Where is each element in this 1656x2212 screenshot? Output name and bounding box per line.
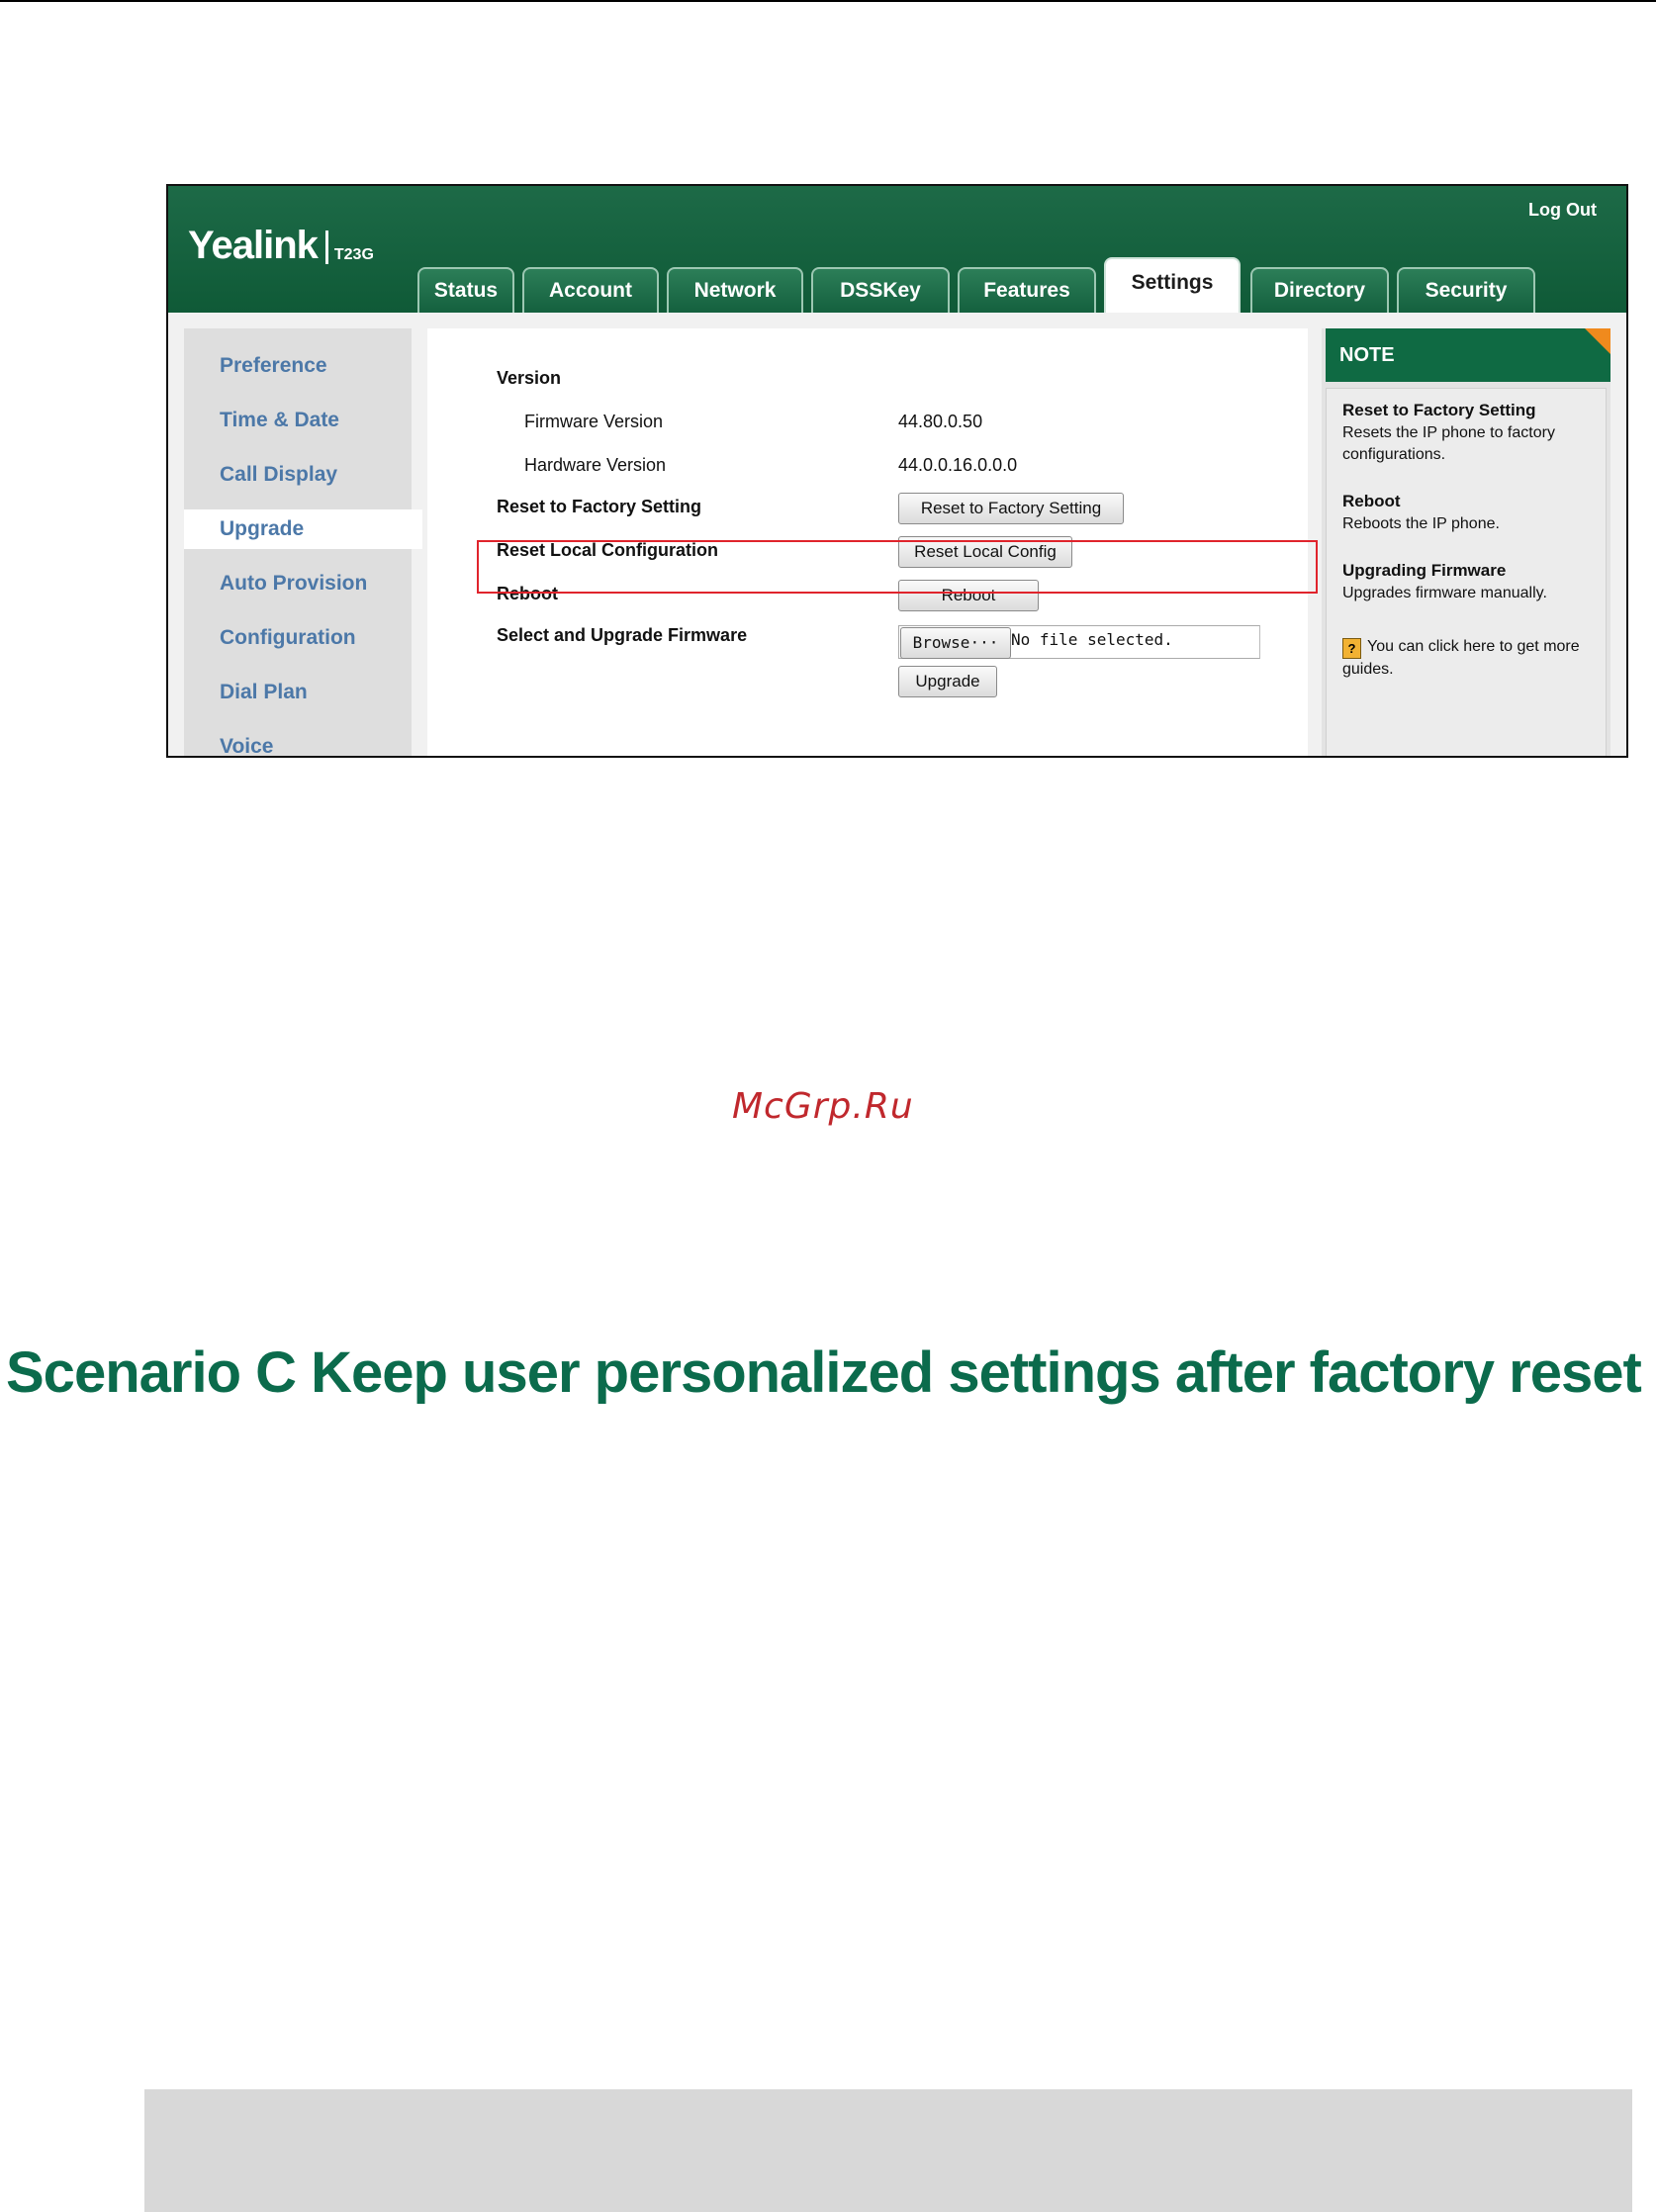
gray-box (144, 2089, 1632, 2212)
sidebar-item-upgrade[interactable]: Upgrade (184, 509, 422, 549)
sidebar-item-time-date[interactable]: Time & Date (220, 409, 339, 431)
hardware-version-label: Hardware Version (524, 455, 667, 475)
hardware-version-value: 44.0.0.16.0.0.0 (898, 455, 1018, 475)
sidebar-item-dial-plan[interactable]: Dial Plan (220, 681, 308, 703)
tab-dsskey[interactable]: DSSKey (811, 267, 950, 313)
tab-account[interactable]: Account (522, 267, 659, 313)
web-ui-screenshot (166, 184, 1628, 758)
tab-status[interactable]: Status (417, 267, 514, 313)
yealink-logo (188, 224, 374, 268)
note-corner-accent (1585, 328, 1610, 354)
section-heading: Scenario C Keep user personalized settings after factory reset (6, 1340, 1641, 1405)
select-upgrade-firmware-label: Select and Upgrade Firmware (497, 625, 748, 645)
guide-link[interactable] (1342, 636, 1602, 681)
note-heading-reset-factory: Reset to Factory Setting (1342, 401, 1536, 419)
tab-features[interactable]: Features (958, 267, 1096, 313)
logo-separator (325, 230, 328, 264)
firmware-version-label: Firmware Version (524, 412, 664, 431)
sidebar-item-preference[interactable]: Preference (220, 354, 327, 377)
highlight-box-reset-local-config (477, 540, 1318, 594)
logout-link[interactable]: Log Out (1528, 200, 1597, 220)
sidebar-item-voice[interactable]: Voice (220, 735, 274, 758)
file-status-text: No file selected. (1011, 630, 1173, 649)
sidebar-item-call-display[interactable]: Call Display (220, 463, 338, 486)
note-title: NOTE (1326, 328, 1610, 382)
note-text-upgrading-firmware: Upgrades firmware manually. (1342, 585, 1547, 601)
guide-help-icon[interactable]: ? (1342, 638, 1361, 659)
note-heading-upgrading-firmware: Upgrading Firmware (1342, 561, 1507, 580)
reset-local-config-button[interactable]: Reset Local Config (898, 536, 1072, 568)
guide-link-text[interactable]: You can click here to get more guides. (1342, 638, 1580, 678)
brand-name: Yealink (188, 224, 318, 267)
note-text-reboot: Reboots the IP phone. (1342, 515, 1500, 532)
header-bar (168, 186, 1626, 313)
reset-factory-label: Reset to Factory Setting (497, 497, 702, 516)
tab-settings[interactable]: Settings (1104, 257, 1241, 313)
content-area (168, 313, 1626, 758)
top-rule (0, 0, 1656, 2)
reboot-button[interactable]: Reboot (898, 580, 1039, 611)
watermark: McGrp.Ru (732, 1086, 914, 1127)
tab-directory[interactable]: Directory (1250, 267, 1389, 313)
sidebar-item-configuration[interactable]: Configuration (220, 626, 356, 649)
sidebar-item-auto-provision[interactable]: Auto Provision (220, 572, 368, 595)
reset-local-config-label: Reset Local Configuration (497, 540, 719, 560)
model-name: T23G (333, 246, 374, 263)
upgrade-button[interactable]: Upgrade (898, 666, 997, 697)
browse-button[interactable]: Browse··· (900, 627, 1011, 659)
note-heading-reboot: Reboot (1342, 492, 1401, 510)
note-body (1326, 388, 1607, 758)
reset-factory-button[interactable]: Reset to Factory Setting (898, 493, 1124, 524)
firmware-version-value: 44.80.0.50 (898, 412, 983, 431)
note-panel (1322, 328, 1610, 758)
sidebar (184, 328, 412, 758)
tab-network[interactable]: Network (667, 267, 803, 313)
note-text-reset-factory: Resets the IP phone to factory configurations. (1342, 424, 1555, 463)
reboot-label: Reboot (497, 584, 558, 603)
version-heading: Version (497, 368, 562, 388)
tab-security[interactable]: Security (1397, 267, 1535, 313)
